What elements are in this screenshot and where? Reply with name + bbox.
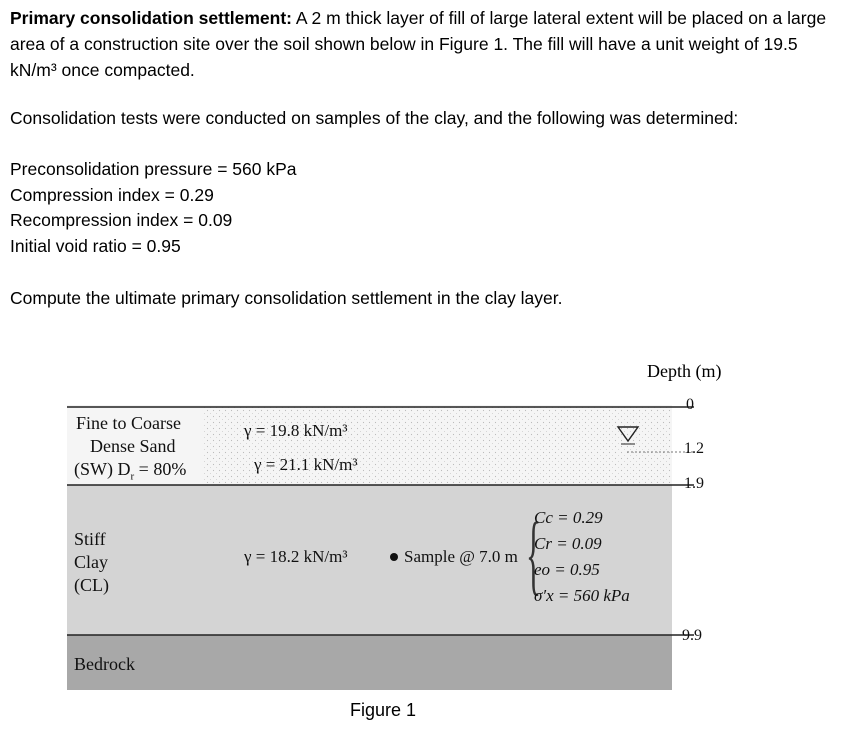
clay-parameters (534, 505, 674, 609)
tests-intro: Consolidation tests were conducted on samples of the clay, and the following was determined: (10, 108, 739, 128)
gamma-sand-lower: γ = 21.1 kN/m³ (254, 455, 358, 474)
depth-9-9: 9.9 (682, 627, 702, 644)
sand-label-line3: (SW) $D_r = 80\%$ (74, 459, 187, 483)
bedrock-label: Bedrock (74, 654, 135, 674)
clay-param-cc: Cc = 0.29 (534, 508, 603, 527)
clay-param-cr: Cr = 0.09 (534, 534, 602, 553)
test-parameters (10, 157, 840, 259)
param-recompression-index: Recompression index = 0.09 (10, 210, 233, 230)
sample-label: Sample @ 7.0 m (404, 547, 518, 566)
gamma-sand-upper: γ = 19.8 kN/m³ (244, 421, 348, 440)
depth-1-9: 1.9 (684, 475, 704, 492)
problem-text: A 2 m thick layer of fill of large lateral extent will be placed on a large area of a construction site over the soil shown below in Figure 1. The fill will have a unit weight of 19.5 kN/m³ once compacted. (10, 8, 827, 80)
problem-statement (10, 5, 840, 83)
depth-1-2: 1.2 (684, 440, 704, 457)
problem-heading: Primary consolidation settlement: (10, 8, 293, 28)
sample-point-icon (390, 553, 398, 561)
clay-param-eo: eo = 0.95 (534, 560, 600, 579)
bedrock-layer (67, 635, 672, 690)
clay-param-sigma: σ′x = 560 kPa (534, 586, 630, 605)
brace-icon: { (526, 505, 542, 604)
param-void-ratio: Initial void ratio = 0.95 (10, 235, 181, 256)
depth-header: Depth (m) (647, 361, 722, 381)
task-statement: Compute the ultimate primary consolidation settlement in the clay layer. (10, 288, 563, 308)
gamma-clay: γ = 18.2 kN/m³ (244, 547, 348, 566)
clay-label-line3: (CL) (74, 575, 109, 595)
depth-0: 0 (686, 396, 694, 413)
sand-label-line2: Dense Sand (90, 436, 176, 456)
sand-label-line1: Fine to Coarse (76, 413, 181, 433)
param-preconsolidation: Preconsolidation pressure = 560 kPa (10, 159, 297, 179)
param-compression-index: Compression index = 0.29 (10, 184, 214, 205)
figure-caption: Figure 1 (350, 700, 417, 720)
clay-label-line1: Stiff (74, 529, 106, 549)
clay-label-line2: Clay (74, 552, 108, 572)
soil-profile-figure (62, 355, 742, 700)
